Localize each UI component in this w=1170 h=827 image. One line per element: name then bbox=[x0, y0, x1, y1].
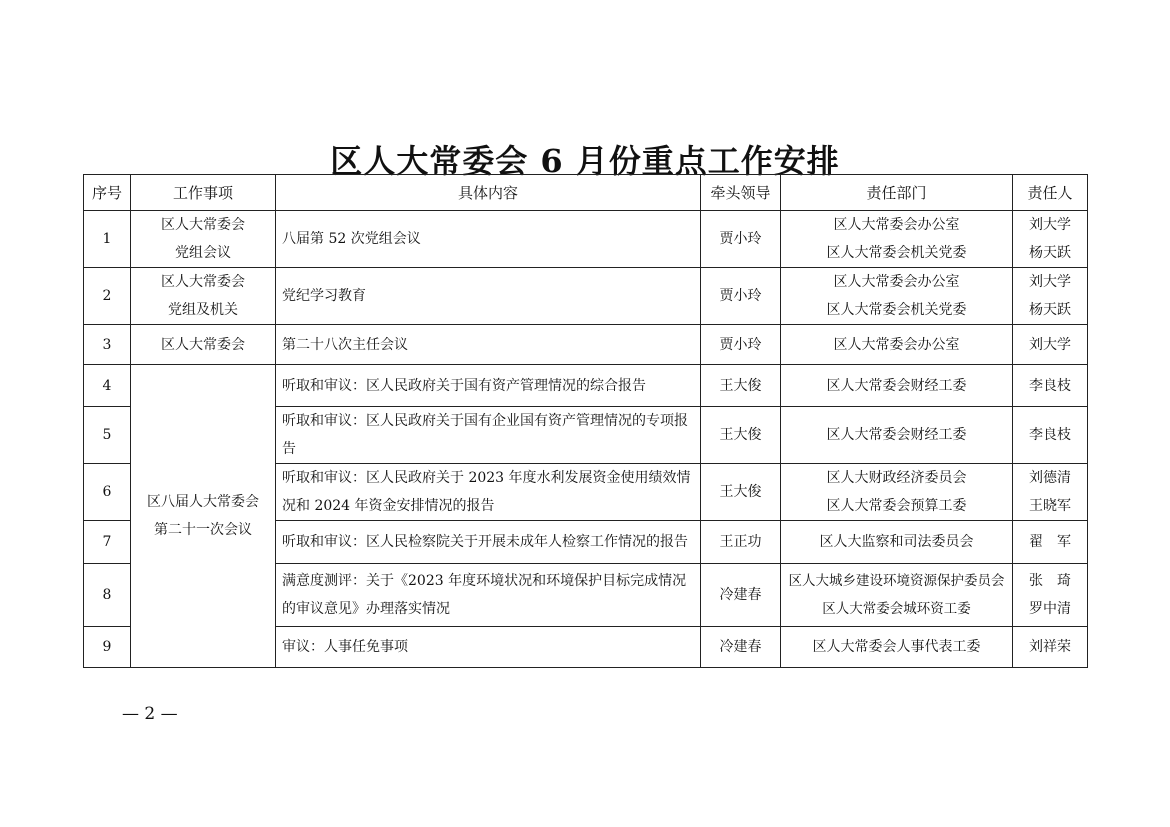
person-cell: 李良枝 bbox=[1013, 365, 1088, 407]
dept-cell: 区人大常委会财经工委 bbox=[781, 365, 1013, 407]
person-cell: 刘大学 杨天跃 bbox=[1013, 268, 1088, 325]
dept-cell: 区人大城乡建设环境资源保护委员会 区人大常委会城环资工委 bbox=[781, 564, 1013, 627]
person-cell: 刘大学 bbox=[1013, 325, 1088, 365]
table-row bbox=[84, 268, 1088, 325]
page-title: 区人大常委会 6 月份重点工作安排 bbox=[330, 142, 840, 180]
leader-cell: 王大俊 bbox=[701, 464, 781, 521]
person-cell: 李良枝 bbox=[1013, 407, 1088, 464]
person-cell: 张 琦 罗中清 bbox=[1013, 564, 1088, 627]
leader-cell: 冷建春 bbox=[701, 627, 781, 668]
dept-cell: 区人大常委会办公室 bbox=[781, 325, 1013, 365]
table-row bbox=[84, 325, 1088, 365]
leader-cell: 王大俊 bbox=[701, 365, 781, 407]
leader-cell: 王大俊 bbox=[701, 407, 781, 464]
content-cell: 八届第 52 次党组会议 bbox=[276, 211, 701, 268]
table-header-row bbox=[84, 175, 1088, 211]
dept-cell: 区人大常委会人事代表工委 bbox=[781, 627, 1013, 668]
row-number: 3 bbox=[84, 325, 131, 365]
page-number: — 2 — bbox=[122, 704, 178, 724]
header-cell: 责任人 bbox=[1013, 175, 1088, 211]
leader-cell: 贾小玲 bbox=[701, 211, 781, 268]
row-number: 6 bbox=[84, 464, 131, 521]
merged-work-item: 区八届人大常委会 第二十一次会议 bbox=[131, 365, 276, 668]
header-cell: 责任部门 bbox=[781, 175, 1013, 211]
person-cell: 刘大学 杨天跃 bbox=[1013, 211, 1088, 268]
leader-cell: 贾小玲 bbox=[701, 325, 781, 365]
content-cell: 满意度测评：关于《2023 年度环境状况和环境保护目标完成情况 的审议意见》办理落实情况 bbox=[276, 564, 701, 627]
header-cell: 工作事项 bbox=[131, 175, 276, 211]
content-cell: 听取和审议：区人民政府关于 2023 年度水利发展资金使用绩效情 况和 2024 年资金安排情况的报告 bbox=[276, 464, 701, 521]
row-number: 1 bbox=[84, 211, 131, 268]
dept-cell: 区人大常委会办公室 区人大常委会机关党委 bbox=[781, 268, 1013, 325]
work-item: 区人大常委会 党组会议 bbox=[131, 211, 276, 268]
table-row bbox=[84, 211, 1088, 268]
header-cell: 序号 bbox=[84, 175, 131, 211]
row-number: 8 bbox=[84, 564, 131, 627]
work-item: 区人大常委会 bbox=[131, 325, 276, 365]
row-number: 4 bbox=[84, 365, 131, 407]
content-cell: 审议：人事任免事项 bbox=[276, 627, 701, 668]
content-cell: 党纪学习教育 bbox=[276, 268, 701, 325]
row-number: 5 bbox=[84, 407, 131, 464]
leader-cell: 冷建春 bbox=[701, 564, 781, 627]
row-number: 9 bbox=[84, 627, 131, 668]
dept-cell: 区人大监察和司法委员会 bbox=[781, 521, 1013, 564]
content-cell: 听取和审议：区人民政府关于国有资产管理情况的综合报告 bbox=[276, 365, 701, 407]
leader-cell: 王正功 bbox=[701, 521, 781, 564]
header-cell: 具体内容 bbox=[276, 175, 701, 211]
schedule-table bbox=[83, 174, 1088, 668]
dept-cell: 区人大财政经济委员会 区人大常委会预算工委 bbox=[781, 464, 1013, 521]
person-cell: 翟 军 bbox=[1013, 521, 1088, 564]
content-cell: 听取和审议：区人民检察院关于开展未成年人检察工作情况的报告 bbox=[276, 521, 701, 564]
table-row bbox=[84, 365, 1088, 407]
content-cell: 第二十八次主任会议 bbox=[276, 325, 701, 365]
dept-cell: 区人大常委会办公室 区人大常委会机关党委 bbox=[781, 211, 1013, 268]
person-cell: 刘祥荣 bbox=[1013, 627, 1088, 668]
row-number: 2 bbox=[84, 268, 131, 325]
content-cell: 听取和审议：区人民政府关于国有企业国有资产管理情况的专项报 告 bbox=[276, 407, 701, 464]
dept-cell: 区人大常委会财经工委 bbox=[781, 407, 1013, 464]
row-number: 7 bbox=[84, 521, 131, 564]
work-item: 区人大常委会 党组及机关 bbox=[131, 268, 276, 325]
leader-cell: 贾小玲 bbox=[701, 268, 781, 325]
person-cell: 刘德清 王晓军 bbox=[1013, 464, 1088, 521]
header-cell: 牵头领导 bbox=[701, 175, 781, 211]
